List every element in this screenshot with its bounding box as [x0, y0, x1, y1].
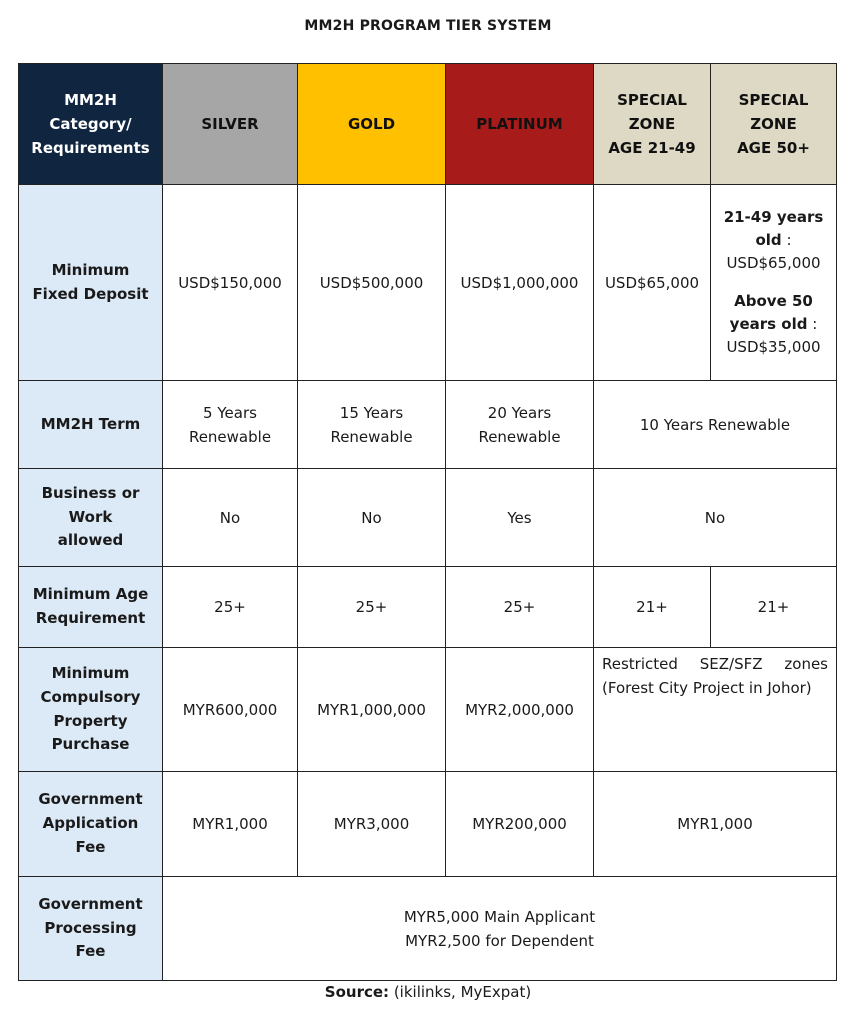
- row-fixed-deposit: [19, 185, 837, 381]
- term-special: 10 Years Renewable: [594, 381, 837, 469]
- term-gold: 15 Years Renewable: [298, 381, 446, 469]
- deposit-platinum: USD$1,000,000: [446, 185, 594, 381]
- term-silver: 5 Years Renewable: [163, 381, 298, 469]
- age-silver: 25+: [163, 567, 298, 648]
- header-silver: SILVER: [163, 64, 298, 185]
- procfee-all: MYR5,000 Main Applicant MYR2,500 for Dependent: [163, 877, 837, 981]
- property-platinum: MYR2,000,000: [446, 648, 594, 772]
- age-gold: 25+: [298, 567, 446, 648]
- work-gold: No: [298, 469, 446, 567]
- page-title: MM2H PROGRAM TIER SYSTEM: [304, 18, 552, 34]
- age-sz-21-49: 21+: [594, 567, 711, 648]
- row-application-fee: [19, 772, 837, 877]
- work-special: No: [594, 469, 837, 567]
- deposit-gold: USD$500,000: [298, 185, 446, 381]
- source-note: [0, 983, 856, 1001]
- label-fixed-deposit: Minimum Fixed Deposit: [19, 185, 163, 381]
- age-sz-50: 21+: [711, 567, 837, 648]
- label-age: Minimum Age Requirement: [19, 567, 163, 648]
- term-platinum: 20 Years Renewable: [446, 381, 594, 469]
- source-label: Source:: [324, 983, 390, 1001]
- deposit-sz-50: 21-49 years old : USD$65,000 Above 50 years old : USD$35,000: [711, 185, 837, 381]
- appfee-gold: MYR3,000: [298, 772, 446, 877]
- age-platinum: 25+: [446, 567, 594, 648]
- age2-label: Above 50 years old: [729, 291, 813, 333]
- row-work: [19, 469, 837, 567]
- header-category: MM2H Category/ Requirements: [19, 64, 163, 185]
- age1-label: 21-49 years old: [723, 207, 824, 249]
- header-row: [19, 64, 837, 185]
- row-processing-fee: [19, 877, 837, 981]
- row-property: [19, 648, 837, 772]
- source-text: (ikilinks, MyExpat): [393, 983, 532, 1001]
- label-property: Minimum Compulsory Property Purchase: [19, 648, 163, 772]
- header-gold: GOLD: [298, 64, 446, 185]
- appfee-platinum: MYR200,000: [446, 772, 594, 877]
- header-special-zone-21-49: SPECIAL ZONE AGE 21-49: [594, 64, 711, 185]
- property-special: Restricted SEZ/SFZ zones (Forest City Project in Johor): [594, 648, 837, 772]
- tier-table: [18, 63, 837, 981]
- appfee-special: MYR1,000: [594, 772, 837, 877]
- label-term: MM2H Term: [19, 381, 163, 469]
- label-processing-fee: Government Processing Fee: [19, 877, 163, 981]
- age2-value: USD$35,000: [726, 338, 821, 356]
- row-term: [19, 381, 837, 469]
- appfee-silver: MYR1,000: [163, 772, 298, 877]
- work-platinum: Yes: [446, 469, 594, 567]
- deposit-sz-21-49: USD$65,000: [594, 185, 711, 381]
- property-gold: MYR1,000,000: [298, 648, 446, 772]
- deposit-silver: USD$150,000: [163, 185, 298, 381]
- label-application-fee: Government Application Fee: [19, 772, 163, 877]
- work-silver: No: [163, 469, 298, 567]
- row-age: [19, 567, 837, 648]
- header-special-zone-50: SPECIAL ZONE AGE 50+: [711, 64, 837, 185]
- age1-value: USD$65,000: [726, 254, 821, 273]
- header-platinum: PLATINUM: [446, 64, 594, 185]
- property-silver: MYR600,000: [163, 648, 298, 772]
- label-work: Business or Work allowed: [19, 469, 163, 567]
